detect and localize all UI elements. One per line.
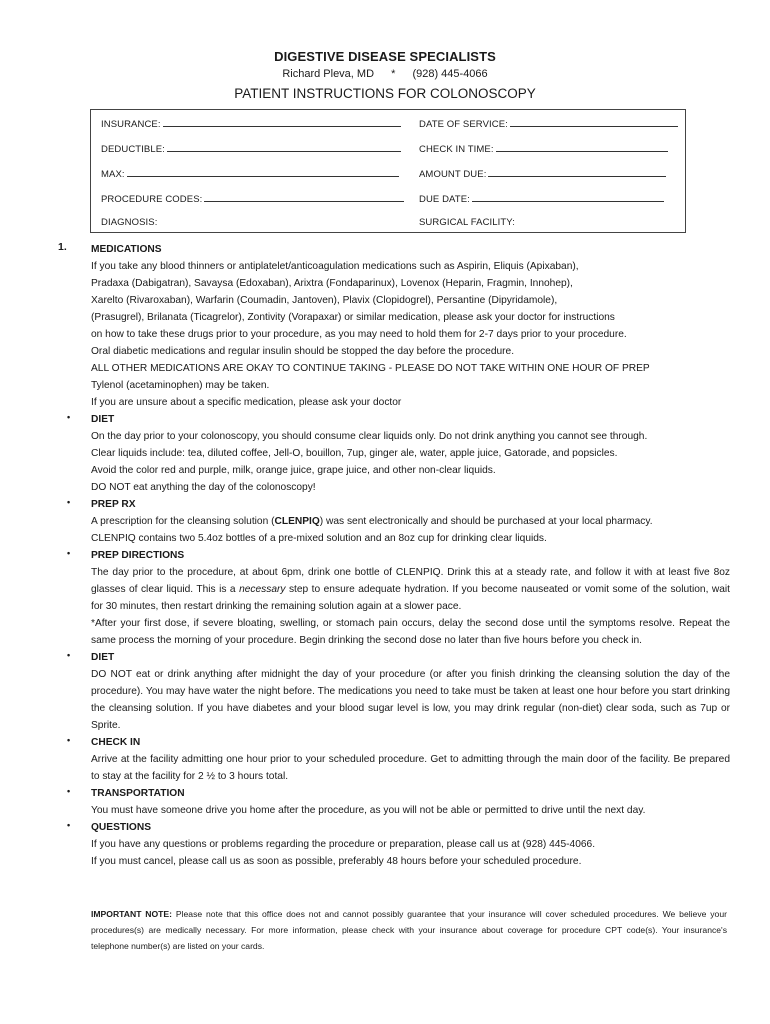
section-number: 1. (58, 241, 67, 253)
procedure-codes-label: PROCEDURE CODES: (101, 194, 203, 205)
deductible-blank[interactable] (167, 142, 401, 152)
questions-line: If you must cancel, please call us as soon as possible, preferably 48 hours before your scheduled procedure. (91, 856, 582, 867)
prep-product-name: CLENPIQ (274, 516, 320, 527)
patient-info-box (90, 109, 686, 233)
medications-line: Xarelto (Rivaroxaban), Warfarin (Coumadin, Jantoven), Plavix (Clopidogrel), Persantine (Dipyridamole), (91, 295, 558, 306)
diet-2-paragraph: DO NOT eat or drink anything after midnight the day of your procedure (or after you finish drinking the cleansing solution the day of the procedure). You may have water the night before. The medications you need to take must be taken at least one hour before you start drinking the cleansing solution. If you have diabetes and your blood sugar level is low, you may drink regular (non-diet) clear soda, such as 7up or Sprite. (91, 669, 730, 731)
bullet-icon: • (67, 650, 71, 660)
separator-asterisk: * (391, 68, 396, 80)
insurance-label: INSURANCE: (101, 119, 161, 130)
section-title-questions: QUESTIONS (91, 822, 152, 833)
bullet-icon: • (67, 820, 71, 830)
practice-name: DIGESTIVE DISEASE SPECIALISTS (274, 49, 496, 64)
phone-number: (928) 445-4066 (412, 68, 488, 80)
due-date-blank[interactable] (472, 192, 664, 202)
section-check-in (58, 734, 730, 785)
medications-line: Pradaxa (Dabigatran), Savaysa (Edoxaban), Arixtra (Fondaparinux), Lovenox (Heparin, Fragmin, Innohep), (91, 278, 573, 289)
emphasis-text: necessary (239, 584, 286, 595)
diet-line: Avoid the color red and purple, milk, orange juice, grape juice, and other non-clear liquids. (91, 465, 496, 476)
section-prep-rx (58, 496, 730, 547)
prep-rx-text: A prescription for the cleansing solution ( (91, 516, 275, 527)
prep-directions-paragraph (91, 564, 730, 615)
bullet-icon: • (67, 412, 71, 422)
medications-line: If you are unsure about a specific medication, please ask your doctor (91, 397, 402, 408)
document-title: PATIENT INSTRUCTIONS FOR COLONOSCOPY (234, 86, 536, 101)
medications-line: (Prasugrel), Brilanata (Ticagrelor), Zontivity (Vorapaxar) or similar medication, please ask your doctor for instructions (91, 312, 615, 323)
prep-directions-text: step to ensure adequate hydration. If you become nauseated or vomit some of the solution, wait for 30 minutes, then restart drinking the remaining solution again at a slower pace. (91, 584, 730, 612)
info-row-2 (91, 142, 685, 156)
date-of-service-label: DATE OF SERVICE: (419, 119, 508, 130)
prep-rx-line (91, 513, 730, 530)
prep-rx-line: CLENPIQ contains two 5.4oz bottles of a pre-mixed solution and an 8oz cup for drinking clear liquids. (91, 533, 547, 544)
medications-line: If you take any blood thinners or antiplatelet/anticoagulation medications such as Aspirin, Eliquis (Apixaban), (91, 261, 579, 272)
section-title-diet: DIET (91, 414, 115, 425)
section-prep-directions (58, 547, 730, 649)
section-medications (58, 241, 730, 411)
section-title-transportation: TRANSPORTATION (91, 788, 185, 799)
section-title-prep-rx: PREP RX (91, 499, 136, 510)
important-note-label: IMPORTANT NOTE: (91, 909, 173, 919)
bullet-icon: • (67, 786, 71, 796)
diagnosis-label: DIAGNOSIS: (101, 217, 158, 228)
insurance-blank[interactable] (163, 117, 401, 127)
section-title-medications: MEDICATIONS (91, 244, 162, 255)
check-in-time-blank[interactable] (496, 142, 668, 152)
surgical-facility-label: SURGICAL FACILITY: (419, 217, 515, 228)
check-in-paragraph: Arrive at the facility admitting one hour prior to your scheduled procedure. Get to admitting through the main door of the facility. Be prepared to stay at the facility for 2 ½ to 3 hours total. (91, 754, 730, 782)
max-label: MAX: (101, 169, 125, 180)
prep-directions-text: The day prior to the procedure, at about 6pm, drink one bottle of CLENPIQ. Drink this at a steady rate, and follow it with at least five 8oz glasses of clear liquid. This is a (91, 567, 730, 595)
info-row-3 (91, 167, 685, 181)
section-title-prep-directions: PREP DIRECTIONS (91, 550, 185, 561)
questions-line: If you have any questions or problems regarding the procedure or preparation, please call us at (928) 445-4066. (91, 839, 596, 850)
prep-directions-paragraph: *After your first dose, if severe bloating, swelling, or stomach pain occurs, delay the second dose until the symptoms resolve. Repeat the same process the morning of your procedure. Begin drinking the second dose no later than five hours before you check in. (91, 618, 730, 646)
info-row-1 (91, 117, 685, 131)
info-row-4 (91, 192, 685, 206)
section-questions (58, 819, 730, 870)
medications-line: on how to take these drugs prior to your procedure, as you may need to hold them for 2-7 days prior to your procedure. (91, 329, 627, 340)
bullet-icon: • (67, 497, 71, 507)
diet-line: Clear liquids include: tea, diluted coffee, Jell-O, bouillon, 7up, ginger ale, water, apple juice, Gatorade, and popsicles. (91, 448, 618, 459)
doctor-name: Richard Pleva, MD (282, 68, 375, 80)
section-diet-2 (58, 649, 730, 734)
deductible-label: DEDUCTIBLE: (101, 144, 165, 155)
section-title-diet-2: DIET (91, 652, 115, 663)
transportation-line: You must have someone drive you home after the procedure, as you will not be able or permitted to drive until the next day. (91, 805, 646, 816)
diet-line: DO NOT eat anything the day of the colonoscopy! (91, 482, 316, 493)
bullet-icon: • (67, 735, 71, 745)
diet-line: On the day prior to your colonoscopy, you should consume clear liquids only. Do not drink anything you cannot see through. (91, 431, 648, 442)
medications-line: Oral diabetic medications and regular insulin should be stopped the day before the procedure. (91, 346, 515, 357)
prep-rx-text: ) was sent electronically and should be purchased at your local pharmacy. (319, 516, 653, 527)
info-row-5 (91, 217, 685, 231)
due-date-label: DUE DATE: (419, 194, 470, 205)
important-note (91, 906, 727, 954)
medications-line: Tylenol (acetaminophen) may be taken. (91, 380, 270, 391)
section-title-check-in: CHECK IN (91, 737, 141, 748)
section-diet (58, 411, 730, 496)
check-in-time-label: CHECK IN TIME: (419, 144, 494, 155)
doctor-contact-line (0, 68, 770, 80)
instructions-body (58, 241, 730, 870)
date-of-service-blank[interactable] (510, 117, 678, 127)
section-transportation (58, 785, 730, 819)
bullet-icon: • (67, 548, 71, 558)
medications-line: ALL OTHER MEDICATIONS ARE OKAY TO CONTINUE TAKING - PLEASE DO NOT TAKE WITHIN ONE HOUR OF PREP (91, 363, 650, 374)
amount-due-blank[interactable] (488, 167, 666, 177)
procedure-codes-blank[interactable] (204, 192, 404, 202)
important-note-text: Please note that this office does not and cannot possibly guarantee that your insurance will cover scheduled procedures. We believe your procedures(s) are medically necessary. For more information, please check with your insurance about coverage for procedure CPT code(s). Your insurance's telephone number(s) are listed on your cards. (91, 909, 727, 951)
max-blank[interactable] (127, 167, 399, 177)
amount-due-label: AMOUNT DUE: (419, 169, 487, 180)
